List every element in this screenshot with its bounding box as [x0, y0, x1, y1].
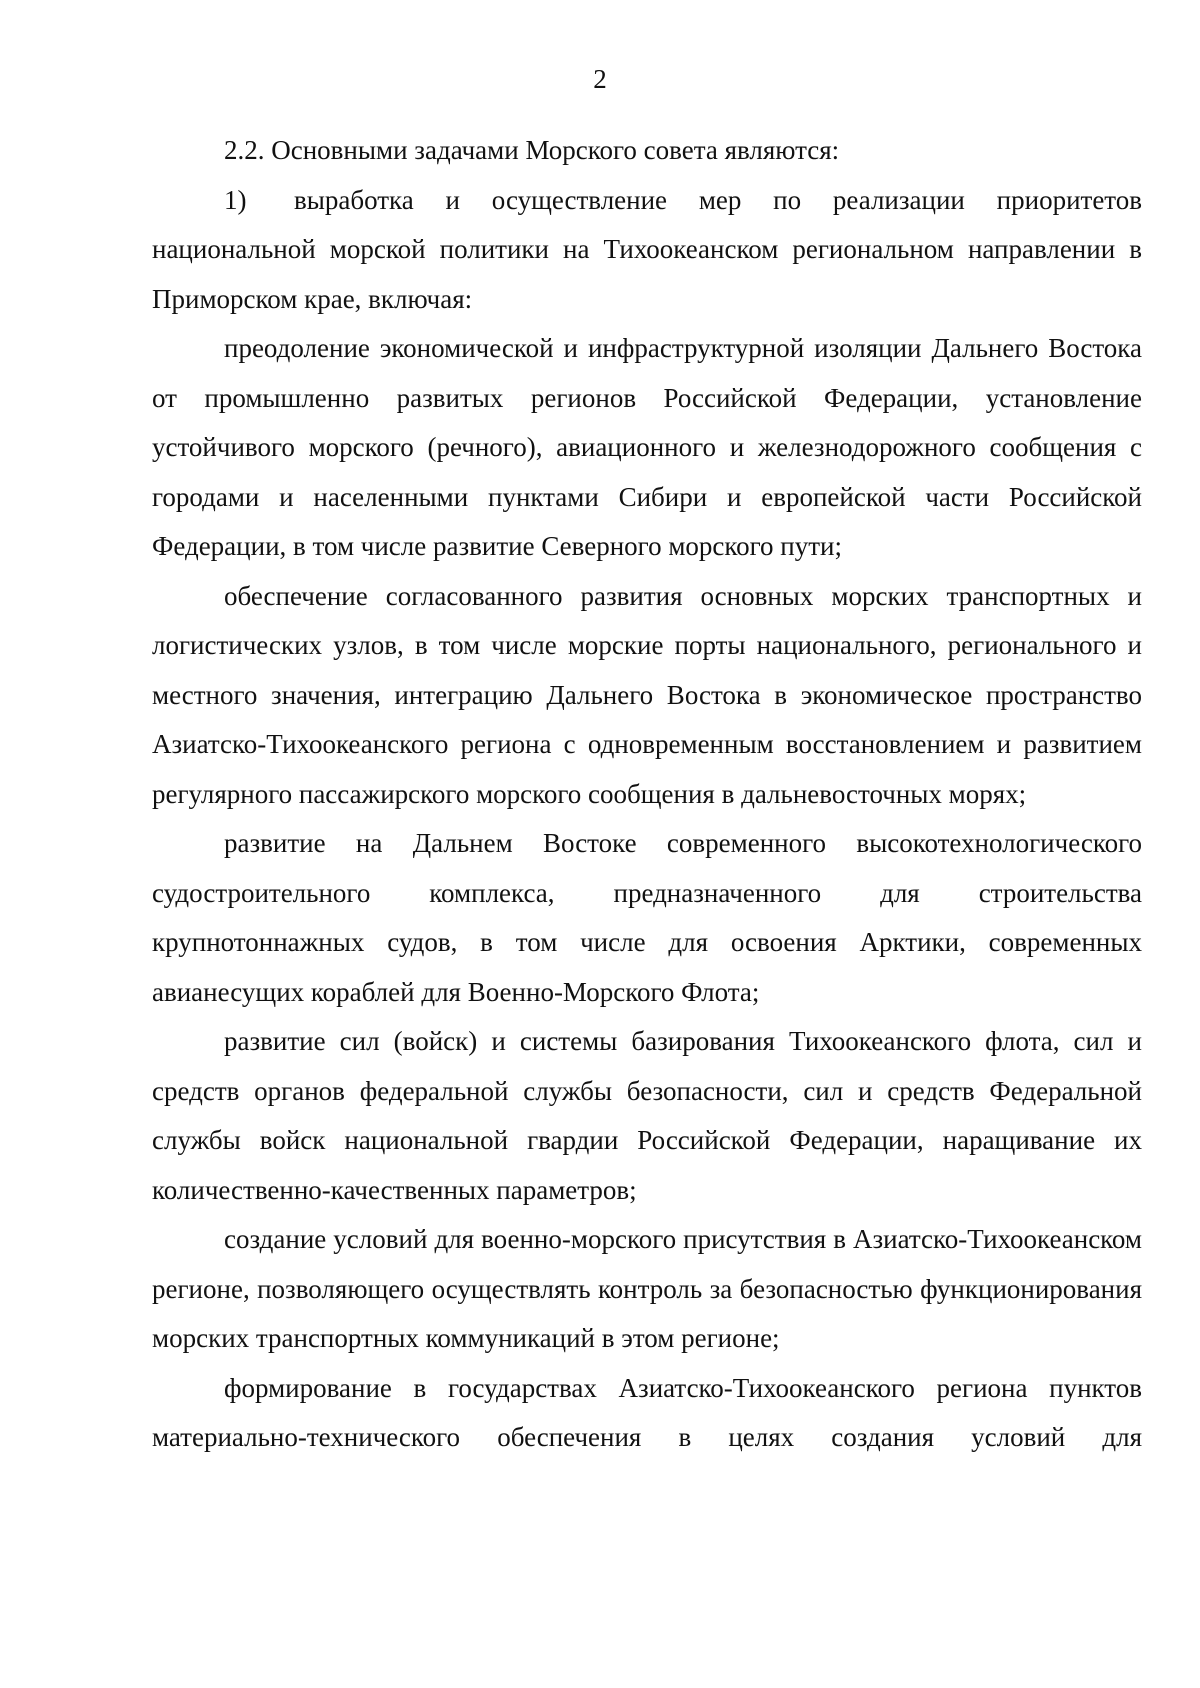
paragraph-text: формирование в государствах Азиатско-Тихоокеанского региона пунктов материально-технического обеспечения в целях создания условий для — [152, 1372, 1142, 1452]
body-paragraph — [152, 1215, 1142, 1364]
body-paragraph — [152, 324, 1142, 572]
continued-paragraph — [152, 1364, 1142, 1463]
paragraph-text: создание условий для военно-морского присутствия в Азиатско-Тихоокеанском регионе, позволяющего осуществлять контроль за безопасностью функционирования морских транспортных коммуникаций в этом регионе; — [152, 1224, 1142, 1353]
body-paragraph — [152, 819, 1142, 1017]
paragraph-text: развитие на Дальнем Востоке современного высокотехнологического судостроительного комплекса, предназначенного для строительства крупнотоннажных судов, в том числе для освоения Арктики, современных авианесущих кораблей для Военно-Морского Флота; — [152, 828, 1142, 1007]
page-number: 2 — [593, 64, 607, 94]
item-number: 1) — [224, 184, 247, 215]
paragraph-text: 2.2. Основными задачами Морского совета являются: — [224, 135, 840, 165]
paragraph-text: обеспечение согласованного развития основных морских транспортных и логистических узлов, в том числе морские порты национального, регионального и местного значения, интеграцию Дальнего Востока в экономическое пространство Азиатско-Тихоокеанского региона с одновременным восстановлением и развитием регулярного пассажирского морского сообщения в дальневосточных морях; — [152, 580, 1142, 809]
paragraph-text: выработка и осуществление мер по реализации приоритетов национальной морской политики на Тихоокеанском региональном направлении в Приморском крае, включая: — [152, 184, 1142, 314]
section-heading-paragraph — [152, 126, 1142, 176]
body-paragraph — [152, 1017, 1142, 1215]
document-body — [152, 126, 1142, 1463]
paragraph-text: развитие сил (войск) и системы базирования Тихоокеанского флота, сил и средств органов федеральной службы безопасности, сил и средств Федеральной службы войск национальной гвардии Российской Федерации, наращивание их количественно-качественных параметров; — [152, 1026, 1142, 1205]
paragraph-text: преодоление экономической и инфраструктурной изоляции Дальнего Востока от промышленно развитых регионов Российской Федерации, установление устойчивого морского (речного), авиационного и железнодорожного сообщения с городами и населенными пунктами Сибири и европейской части Российской Федерации, в том числе развитие Северного морского пути; — [152, 333, 1142, 561]
body-paragraph — [152, 572, 1142, 820]
numbered-paragraph — [152, 176, 1142, 325]
